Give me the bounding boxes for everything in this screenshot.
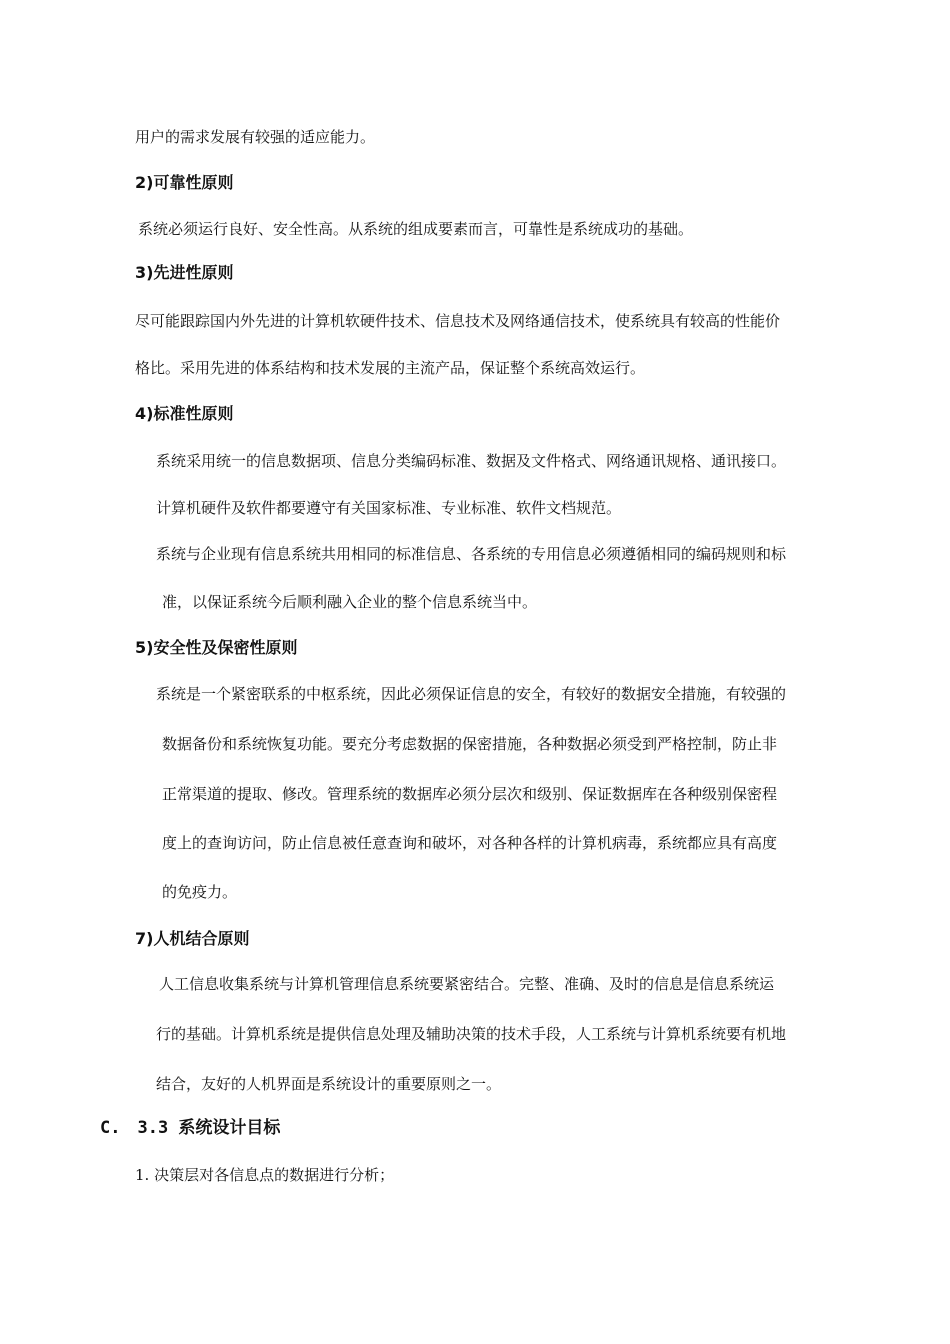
heading-advanced: 3)先进性原则 (135, 263, 234, 282)
paragraph-line: 系统采用统一的信息数据项、信息分类编码标准、数据及文件格式、网络通讯规格、通讯接口。 (156, 452, 787, 470)
section-heading-design-goals: C. 3.3 系统设计目标 (100, 1118, 281, 1138)
heading-standard: 4)标准性原则 (135, 404, 234, 423)
paragraph-line: 人工信息收集系统与计算机管理信息系统要紧密结合。完整、准确、及时的信息是信息系统运 (159, 975, 775, 993)
paragraph-line: 数据备份和系统恢复功能。要充分考虑数据的保密措施，各种数据必须受到严格控制，防止非 (162, 735, 778, 753)
paragraph-line: 系统与企业现有信息系统共用相同的标准信息、各系统的专用信息必须遵循相同的编码规则和标 (156, 545, 787, 563)
paragraph-line: 用户的需求发展有较强的适应能力。 (135, 128, 376, 146)
paragraph-line: 格比。采用先进的体系结构和技术发展的主流产品，保证整个系统高效运行。 (135, 359, 646, 377)
heading-reliability: 2)可靠性原则 (135, 173, 234, 192)
list-item: 1. 决策层对各信息点的数据进行分析； (135, 1166, 395, 1184)
paragraph-line: 尽可能跟踪国内外先进的计算机软硬件技术、信息技术及网络通信技术，使系统具有较高的性能价 (135, 312, 781, 330)
paragraph-line: 的免疫力。 (162, 883, 238, 901)
paragraph-line: 结合，友好的人机界面是系统设计的重要原则之一。 (156, 1075, 502, 1093)
paragraph-line: 度上的查询访问，防止信息被任意查询和破坏，对各种各样的计算机病毒，系统都应具有高度 (162, 834, 778, 852)
paragraph-line: 准，以保证系统今后顺利融入企业的整个信息系统当中。 (162, 593, 538, 611)
heading-human-machine: 7)人机结合原则 (135, 929, 250, 948)
paragraph-line: 系统必须运行良好、安全性高。从系统的组成要素而言，可靠性是系统成功的基础。 (138, 220, 694, 238)
paragraph-line: 行的基础。计算机系统是提供信息处理及辅助决策的技术手段，人工系统与计算机系统要有机地 (156, 1025, 787, 1043)
heading-security: 5)安全性及保密性原则 (135, 638, 298, 657)
paragraph-line: 计算机硬件及软件都要遵守有关国家标准、专业标准、软件文档规范。 (156, 499, 622, 517)
paragraph-line: 系统是一个紧密联系的中枢系统，因此必须保证信息的安全，有较好的数据安全措施，有较强的 (156, 685, 787, 703)
paragraph-line: 正常渠道的提取、修改。管理系统的数据库必须分层次和级别、保证数据库在各种级别保密程 (162, 785, 778, 803)
